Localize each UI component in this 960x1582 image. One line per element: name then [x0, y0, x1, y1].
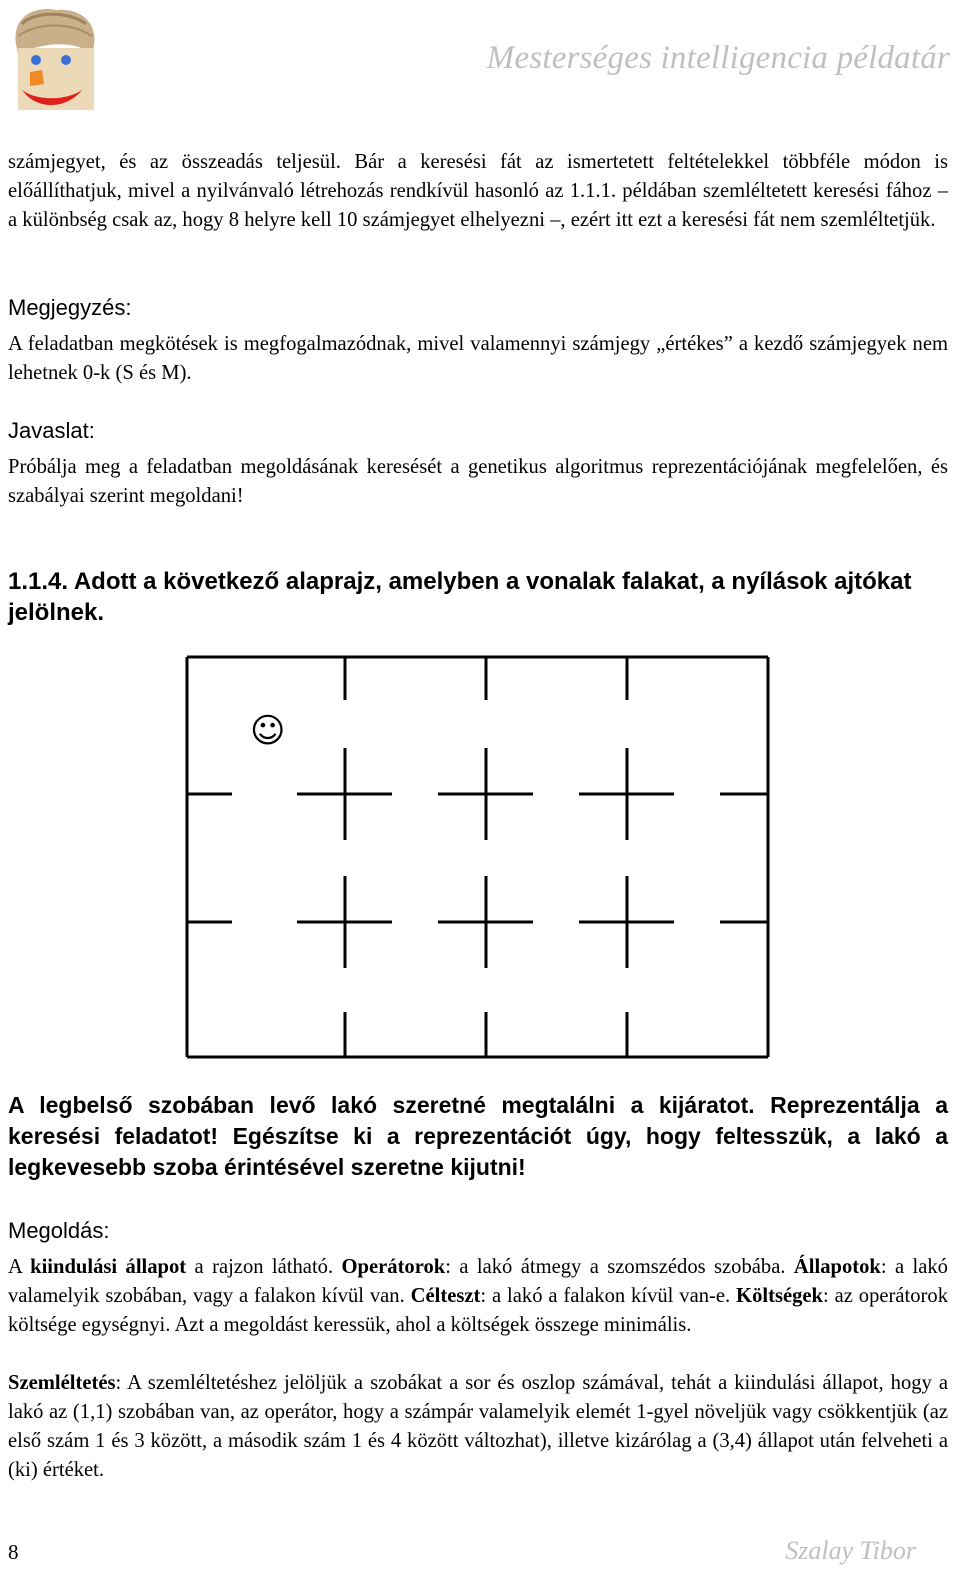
operators-term: Operátorok: [341, 1256, 446, 1278]
face-logo: [8, 4, 100, 116]
header-title: Mesterséges intelligencia példatár: [486, 40, 950, 76]
solution-heading: Megoldás:: [8, 1218, 110, 1243]
note-text: A feladatban megkötések is megfogalmazódnak, mivel valamennyi számjegy „értékes” a kezdő számjegyek nem lehetnek 0-k (S és M).: [8, 333, 948, 384]
task-title: 1.1.4. Adott a következő alaprajz, amelyben a vonalak falakat, a nyílások ajtókat jelölnek.: [8, 568, 912, 626]
states-term: Állapotok: [793, 1256, 881, 1278]
goal-test-term: Célteszt: [410, 1285, 481, 1307]
illustration-term: Szemléltetés: [8, 1372, 116, 1394]
intro-paragraph: [8, 148, 948, 235]
author-name: Szalay Tibor: [785, 1536, 916, 1565]
costs-term: Költségek: [736, 1285, 823, 1307]
suggestion-heading: Javaslat:: [8, 418, 95, 443]
note-heading: Megjegyzés:: [8, 295, 132, 320]
solution-paragraph-1: A kiindulási állapot a rajzon látható. Operátorok: a lakó átmegy a szomszédos szobába. Állapotok: a lakó valamelyik szobában, vagy a falakon kívül van. Célteszt: a lakó a falakon kívül van-e. Költségek: az operátorok költsége egységnyi. Azt a megoldást keressük, ahol a költségek összege minimális.: [8, 1256, 948, 1336]
intro-text: számjegyet, és az összeadás teljesül. Bár a keresési fát az ismertetett feltételekkel többféle módon is előállíthatjuk, mivel a nyilvánvaló létrehozás rendkívül hasonló az 1.1.1. példában szemléltetett keresési fához – a különbség csak az, hogy 8 helyre kell 10 számjegyet elhelyezni –, ezért itt ezt a keresési fát nem szemléltetjük.: [8, 151, 948, 231]
task-question: A legbelső szobában levő lakó szeretné megtalálni a kijáratot. Reprezentálja a keresési feladatot! Egészítse ki a reprezentációt úgy, hogy feltesszük, a lakó a legkevesebb szoba érintésével szeretne kijutni!: [8, 1092, 948, 1180]
solution-paragraph-2: Szemléltetés: A szemléltetéshez jelöljük a szobákat a sor és oszlop számával, tehát a kiindulási állapot, hogy a lakó az (1,1) szobában van, az operátor, hogy a számpár valamelyik elemét 1-gyel növeljük vagy csökkentjük (az első szám 1 és 3 között, a második szám 1 és 4 között változhat), illetve kizárólag a (3,4) állapot után felveheti a (ki) értéket.: [8, 1372, 948, 1481]
suggestion-text: Próbálja meg a feladatban megoldásának keresését a genetikus algoritmus reprezentációjának megfelelően, és szabályai szerint megoldani!: [8, 456, 948, 507]
initial-state-term: kiindulási állapot: [30, 1256, 187, 1278]
floor-plan-diagram: [180, 650, 780, 1065]
page-number: 8: [8, 1540, 19, 1564]
occupant-smiley-icon: ☺: [250, 711, 286, 751]
